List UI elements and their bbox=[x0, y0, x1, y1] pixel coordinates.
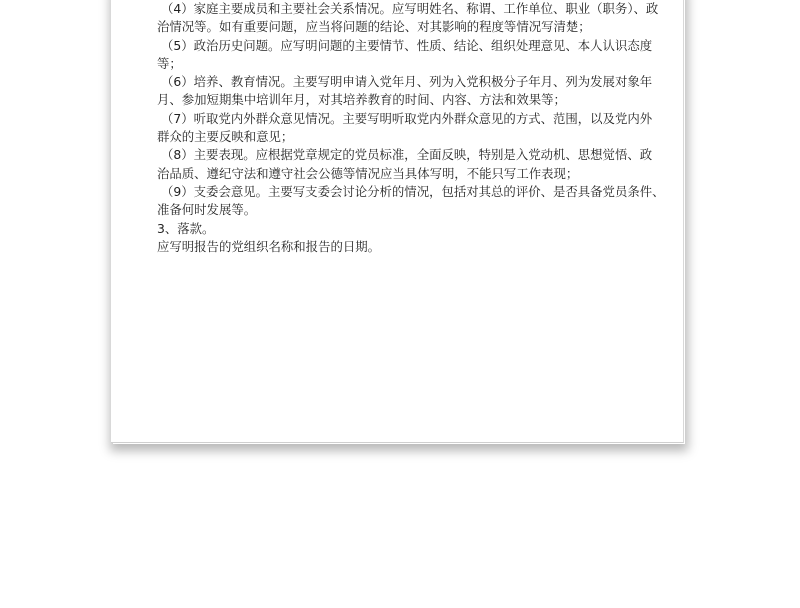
paragraph-line: （8）主要表现。应根据党章规定的党员标准，全面反映，特别是入党动机、思想觉悟、政 bbox=[161, 147, 653, 163]
paragraph-line: 等； bbox=[157, 55, 182, 71]
paragraph-line: 应写明报告的党组织名称和报告的日期。 bbox=[157, 238, 381, 254]
paragraph-line: （9）支委会意见。主要写支委会讨论分析的情况，包括对其总的评价、是否具备党员条件、 bbox=[161, 183, 665, 199]
paragraph-line: （4）家庭主要成员和主要社会关系情况。应写明姓名、称谓、工作单位、职业（职务）、政 bbox=[161, 1, 659, 16]
paragraph-line: （7）听取党内外群众意见情况。主要写明听取党内外群众意见的方式、范围，以及党内外 bbox=[161, 110, 653, 126]
paragraph-line: （5）政治历史问题。应写明问题的主要情节、性质、结论、组织处理意见、本人认识态度 bbox=[161, 37, 653, 53]
paragraph-line: 治情况等。如有重要问题，应当将问题的结论、对其影响的程度等情况写清楚； bbox=[157, 19, 591, 35]
paragraph-line: 群众的主要反映和意见； bbox=[157, 129, 294, 145]
section-heading: 3、落款。 bbox=[157, 220, 215, 236]
paragraph-line: 月、参加短期集中培训年月，对其培养教育的时间、内容、方法和效果等； bbox=[157, 92, 566, 108]
paragraph-line: 治品质、遵纪守法和遵守社会公德等情况应当具体写明，不能只写工作表现； bbox=[157, 165, 579, 181]
document-page bbox=[111, 0, 684, 443]
paragraph-line: 准备何时发展等。 bbox=[157, 202, 257, 218]
paragraph-line: （6）培养、教育情况。主要写明申请入党年月、列为入党积极分子年月、列为发展对象年 bbox=[161, 74, 653, 90]
document-body bbox=[157, 0, 665, 256]
